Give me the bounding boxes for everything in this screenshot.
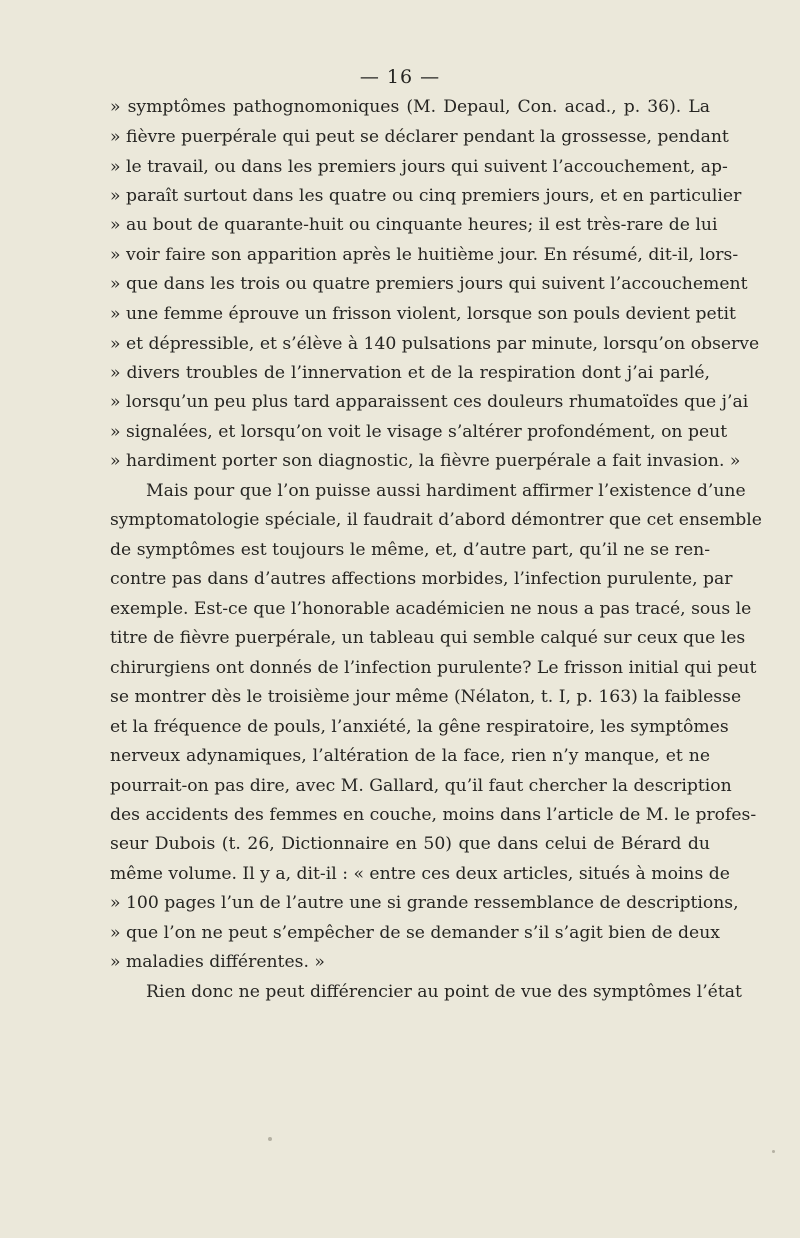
text-line: » paraît surtout dans les quatre ou cinq premiers jours, et en particulier — [110, 186, 742, 206]
text-line: même volume. Il y a, dit-il : « entre ces deux articles, situés à moins de — [110, 864, 730, 884]
text-line: contre pas dans d’autres affections morbides, l’infection purulente, par — [110, 569, 733, 589]
text-line: des accidents des femmes en couche, moins dans l’article de M. le profes- — [110, 805, 757, 825]
text-line: » fièvre puerpérale qui peut se déclarer pendant la grossesse, pendant — [110, 127, 729, 147]
text-line: symptomatologie spéciale, il faudrait d’abord démontrer que cet ensemble — [110, 510, 762, 530]
text-line: » au bout de quarante-huit ou cinquante heures; il est très-rare de lui — [110, 215, 718, 235]
text-line: » que dans les trois ou quatre premiers jours qui suivent l’accouchement — [110, 274, 748, 294]
text-line: » hardiment porter son diagnostic, la fièvre puerpérale a fait invasion. » — [110, 451, 741, 471]
text-line: chirurgiens ont donnés de l’infection purulente? Le frisson initial qui peut — [110, 658, 757, 678]
text-line: » maladies différentes. » — [110, 952, 325, 972]
text-line: et la fréquence de pouls, l’anxiété, la gêne respiratoire, les symptômes — [110, 717, 729, 737]
text-line: » le travail, ou dans les premiers jours qui suivent l’accouchement, ap- — [110, 157, 728, 177]
text-line: » divers troubles de l’innervation et de la respiration dont j’ai parlé, — [110, 363, 710, 383]
paper-speck — [772, 1150, 775, 1153]
text-line: » une femme éprouve un frisson violent, lorsque son pouls devient petit — [110, 304, 736, 324]
text-line: » 100 pages l’un de l’autre une si grande ressemblance de descriptions, — [110, 893, 739, 913]
text-line: titre de fièvre puerpérale, un tableau qui semble calqué sur ceux que les — [110, 628, 746, 648]
paper-speck — [268, 1137, 272, 1141]
text-line: » que l’on ne peut s’empêcher de se demander s’il s’agit bien de deux — [110, 923, 720, 943]
page-number: — 16 — — [359, 66, 441, 88]
text-line: » symptômes pathognomoniques (M. Depaul, Con. acad., p. 36). La — [110, 97, 710, 117]
text-line: nerveux adynamiques, l’altération de la face, rien n’y manque, et ne — [110, 746, 710, 766]
text-line: » lorsqu’un peu plus tard apparaissent ces douleurs rhumatoïdes que j’ai — [110, 392, 749, 412]
text-line: » voir faire son apparition après le huitième jour. En résumé, dit-il, lors- — [110, 245, 739, 265]
text-line: pourrait-on pas dire, avec M. Gallard, qu’il faut chercher la description — [110, 776, 732, 796]
text-line: » signalées, et lorsqu’on voit le visage s’altérer profondément, on peut — [110, 422, 728, 442]
text-line: se montrer dès le troisième jour même (Nélaton, t. I, p. 163) la faiblesse — [110, 687, 742, 707]
text-line: de symptômes est toujours le même, et, d’autre part, qu’il ne se ren- — [110, 540, 710, 560]
paragraph-first-line: Rien donc ne peut différencier au point de vue des symptômes l’état — [146, 982, 742, 1002]
text-line: » et dépressible, et s’élève à 140 pulsations par minute, lorsqu’on observe — [110, 334, 760, 354]
text-line: exemple. Est-ce que l’honorable académicien ne nous a pas tracé, sous le — [110, 599, 752, 619]
text-line: seur Dubois (t. 26, Dictionnaire en 50) que dans celui de Bérard du — [110, 834, 710, 854]
paragraph-first-line: Mais pour que l’on puisse aussi hardiment affirmer l’existence d’une — [146, 481, 746, 501]
